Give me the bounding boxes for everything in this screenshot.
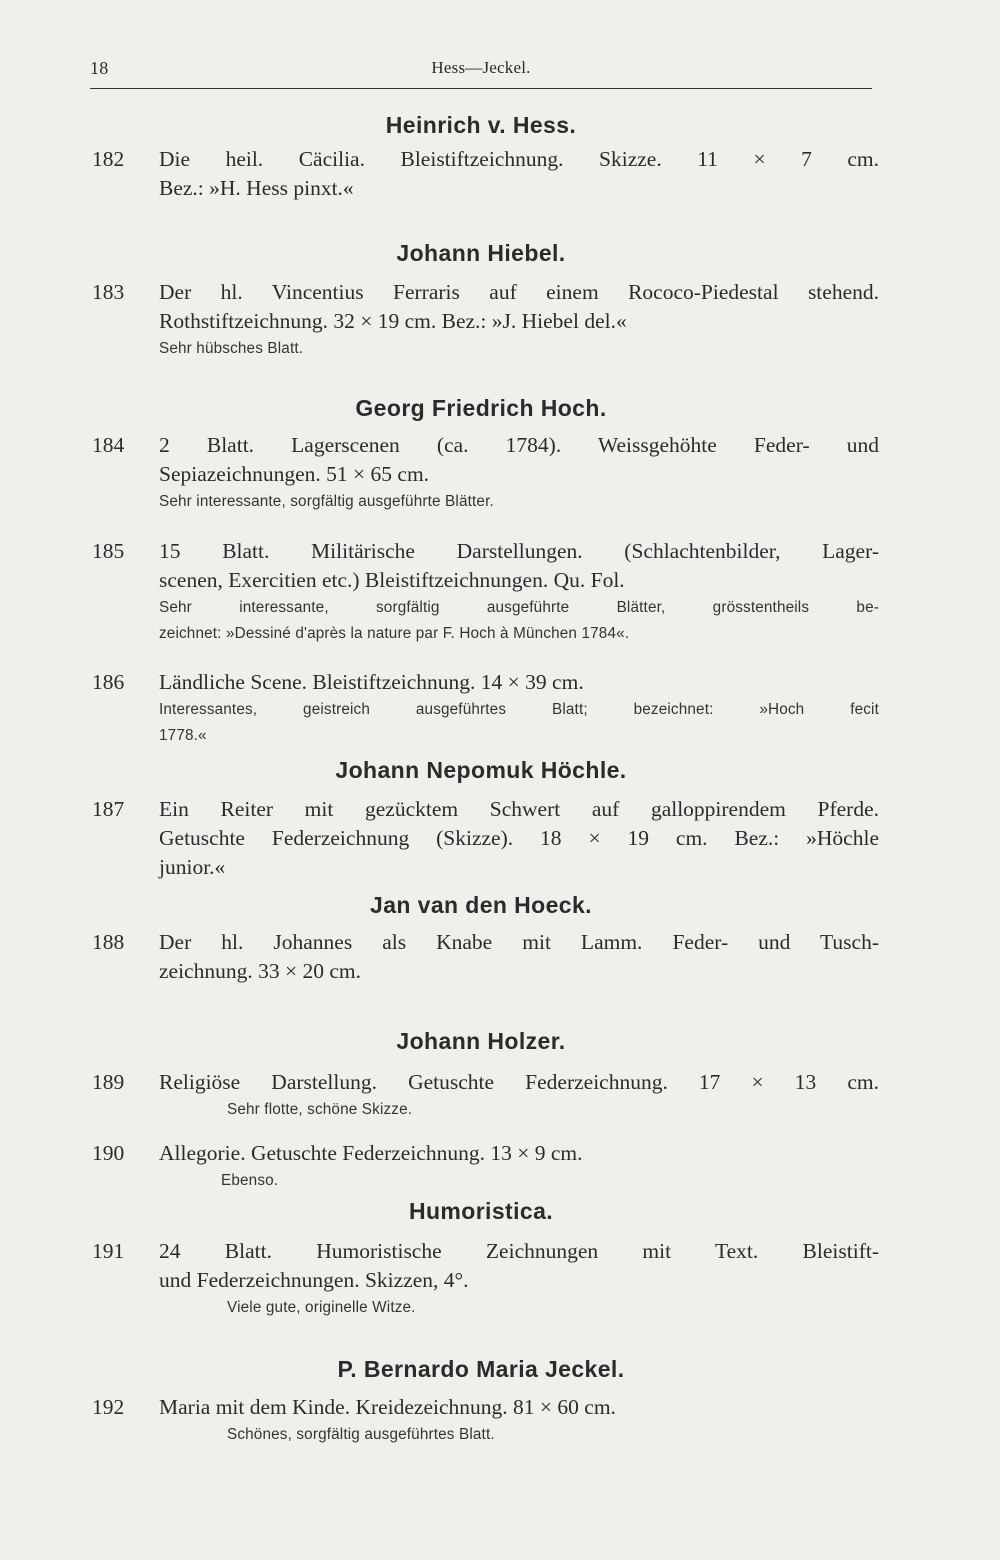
entry-number: 190 bbox=[92, 1141, 125, 1165]
entry-body bbox=[159, 1237, 879, 1321]
entry-line: und Federzeichnungen. Skizzen, 4°. bbox=[159, 1268, 469, 1292]
entry-line: Ein Reiter mit gezücktem Schwert auf galloppirendem Pferde. bbox=[159, 797, 879, 821]
entry-number: 186 bbox=[92, 670, 125, 694]
entry-body bbox=[159, 1068, 879, 1123]
artist-heading: Humoristica. bbox=[408, 1198, 554, 1224]
entry-line: Der hl. Vincentius Ferraris auf einem Rococo-Piedestal stehend. bbox=[159, 280, 879, 304]
entry-number: 182 bbox=[92, 147, 125, 171]
entry-body bbox=[159, 668, 879, 749]
entry-line: 15 Blatt. Militärische Darstellungen. (Schlachtenbilder, Lager- bbox=[159, 539, 879, 563]
entry-note: Schönes, sorgfältig ausgeführtes Blatt. bbox=[227, 1426, 495, 1443]
entry-body bbox=[159, 537, 879, 647]
entry-note: Viele gute, originelle Witze. bbox=[227, 1299, 416, 1316]
entry-note: Sehr flotte, schöne Skizze. bbox=[227, 1101, 413, 1118]
entry-line: Bez.: »H. Hess pinxt.« bbox=[159, 176, 354, 200]
entry-line: 2 Blatt. Lagerscenen (ca. 1784). Weissgehöhte Feder- und bbox=[159, 433, 879, 457]
entry-note: Ebenso. bbox=[221, 1172, 279, 1189]
artist-heading: Heinrich v. Hess. bbox=[385, 112, 577, 138]
entry-body bbox=[159, 145, 879, 203]
entry-line: Ländliche Scene. Bleistiftzeichnung. 14 × 39 cm. bbox=[159, 670, 584, 694]
entry-body bbox=[159, 795, 879, 882]
entry-note: Sehr interessante, sorgfältig ausgeführte Blätter. bbox=[159, 493, 494, 510]
entry-body bbox=[159, 431, 879, 515]
entry-line: junior.« bbox=[159, 855, 226, 879]
entry-number: 187 bbox=[92, 797, 125, 821]
entry-line: 24 Blatt. Humoristische Zeichnungen mit Text. Bleistift- bbox=[159, 1239, 879, 1263]
entry-line: Die heil. Cäcilia. Bleistiftzeichnung. Skizze. 11 × 7 cm. bbox=[159, 147, 879, 171]
entry-number: 189 bbox=[92, 1070, 125, 1094]
entry-note: zeichnet: »Dessiné d'après la nature par F. Hoch à München 1784«. bbox=[159, 625, 630, 642]
artist-heading: Johann Nepomuk Höchle. bbox=[335, 757, 627, 783]
entry-note: Interessantes, geistreich ausgeführtes Blatt; bezeichnet: »Hoch fecit bbox=[159, 701, 879, 718]
entry-number: 184 bbox=[92, 433, 125, 457]
entry-note: Sehr hübsches Blatt. bbox=[159, 340, 304, 357]
running-title: Hess—Jeckel. bbox=[431, 58, 531, 77]
entry-line: zeichnung. 33 × 20 cm. bbox=[159, 959, 361, 983]
entry-body bbox=[159, 278, 879, 362]
page-number: 18 bbox=[90, 58, 109, 78]
page-header bbox=[90, 58, 872, 84]
artist-heading: Johann Hiebel. bbox=[396, 240, 566, 266]
entry-line: Der hl. Johannes als Knabe mit Lamm. Feder- und Tusch- bbox=[159, 930, 879, 954]
entry-number: 185 bbox=[92, 539, 125, 563]
entry-body bbox=[159, 928, 879, 986]
entry-line: Maria mit dem Kinde. Kreidezeichnung. 81 × 60 cm. bbox=[159, 1395, 616, 1419]
entry-body bbox=[159, 1393, 879, 1448]
artist-heading: Jan van den Hoeck. bbox=[370, 892, 592, 918]
entry-note: Sehr interessante, sorgfältig ausgeführte Blätter, grösstentheils be- bbox=[159, 599, 879, 616]
artist-heading: P. Bernardo Maria Jeckel. bbox=[337, 1356, 625, 1382]
entry-line: Getuschte Federzeichnung (Skizze). 18 × 19 cm. Bez.: »Höchle bbox=[159, 826, 879, 850]
artist-heading: Johann Holzer. bbox=[396, 1028, 566, 1054]
entry-line: Rothstiftzeichnung. 32 × 19 cm. Bez.: »J. Hiebel del.« bbox=[159, 309, 627, 333]
header-rule bbox=[90, 88, 872, 89]
entry-number: 183 bbox=[92, 280, 125, 304]
entry-line: Sepiazeichnungen. 51 × 65 cm. bbox=[159, 462, 430, 486]
entry-body bbox=[159, 1139, 879, 1194]
entry-line: scenen, Exercitien etc.) Bleistiftzeichnungen. Qu. Fol. bbox=[159, 568, 625, 592]
entry-line: Religiöse Darstellung. Getuschte Federzeichnung. 17 × 13 cm. bbox=[159, 1070, 879, 1094]
artist-heading: Georg Friedrich Hoch. bbox=[355, 395, 607, 421]
entry-note: 1778.« bbox=[159, 727, 207, 744]
entry-number: 188 bbox=[92, 930, 125, 954]
entry-number: 191 bbox=[92, 1239, 125, 1263]
entry-number: 192 bbox=[92, 1395, 125, 1419]
entry-line: Allegorie. Getuschte Federzeichnung. 13 × 9 cm. bbox=[159, 1141, 583, 1165]
